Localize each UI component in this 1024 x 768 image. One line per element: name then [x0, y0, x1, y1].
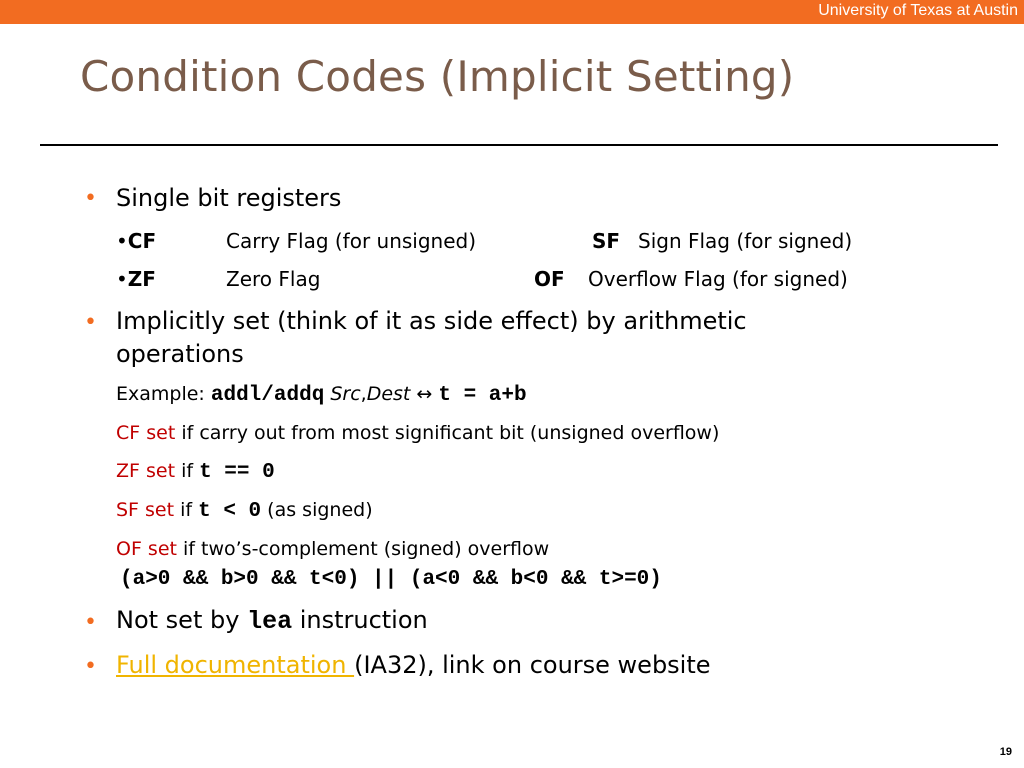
flag-zf-desc: Zero Flag	[226, 267, 321, 291]
example-arrow: ↔	[410, 383, 439, 405]
example-line	[116, 383, 527, 407]
flag-sf-code: SF	[592, 229, 621, 253]
page-number: 19	[999, 746, 1012, 758]
bullet-implicitly-set-line1: Implicitly set (think of it as side effect) by arithmetic	[116, 307, 747, 335]
flag-zf-row	[116, 267, 156, 291]
zf-set-label: ZF set	[116, 460, 176, 482]
sf-set-line	[116, 499, 373, 523]
flag-cf-desc: Carry Flag (for unsigned)	[226, 229, 477, 253]
bullet-single-bit-registers: Single bit registers	[116, 184, 342, 212]
flag-cf-row	[116, 229, 156, 253]
example-src: Src	[324, 383, 361, 405]
zf-set-text: if	[175, 460, 200, 482]
bullet-marker: •	[84, 186, 97, 211]
flag-of-desc: Overflow Flag (for signed)	[588, 267, 848, 291]
cf-set-line	[116, 422, 719, 444]
bullet-marker: •	[84, 654, 97, 679]
zf-set-line	[116, 460, 275, 484]
sub-bullet-marker: •	[116, 229, 128, 253]
flag-zf-code: ZF	[127, 267, 156, 291]
institution-name: University of Texas at Austin	[818, 2, 1018, 19]
slide-title: Condition Codes (Implicit Setting)	[80, 52, 795, 101]
of-set-condition: (a>0 && b>0 && t<0) || (a<0 && b<0 && t>=0)	[120, 568, 662, 591]
sf-set-label: SF set	[116, 499, 175, 521]
sub-bullet-marker: •	[116, 267, 128, 291]
not-set-suffix: instruction	[292, 606, 428, 634]
of-set-label: OF set	[116, 538, 177, 560]
example-expression: t = a+b	[438, 384, 527, 407]
sf-set-condition: t < 0	[198, 500, 262, 523]
cf-set-label: CF set	[116, 422, 176, 444]
of-set-line	[116, 538, 549, 560]
of-set-text: if two’s-complement (signed) overflow	[176, 538, 550, 560]
bullet-implicitly-set-line2: operations	[116, 340, 244, 368]
zf-set-condition: t == 0	[199, 461, 275, 484]
documentation-suffix: (IA32), link on course website	[354, 651, 711, 679]
example-comma: ,	[360, 383, 367, 405]
example-instruction: addl/addq	[210, 384, 325, 407]
example-label: Example:	[116, 383, 211, 405]
lea-instruction: lea	[247, 607, 293, 636]
flag-sf-desc: Sign Flag (for signed)	[638, 229, 853, 253]
flag-of-code: OF	[534, 267, 565, 291]
flag-cf-code: CF	[127, 229, 157, 253]
not-set-prefix: Not set by	[116, 606, 248, 634]
bullet-full-documentation	[116, 651, 711, 679]
bullet-not-set-by-lea	[116, 606, 428, 636]
bullet-marker: •	[84, 610, 97, 635]
bullet-marker: •	[84, 310, 97, 335]
cf-set-text: if carry out from most significant bit (unsigned overflow)	[175, 422, 720, 444]
example-dest: Dest	[366, 383, 411, 405]
full-documentation-link[interactable]: Full documentation	[116, 651, 355, 679]
sf-set-suffix: (as signed)	[261, 499, 373, 521]
sf-set-text: if	[174, 499, 199, 521]
